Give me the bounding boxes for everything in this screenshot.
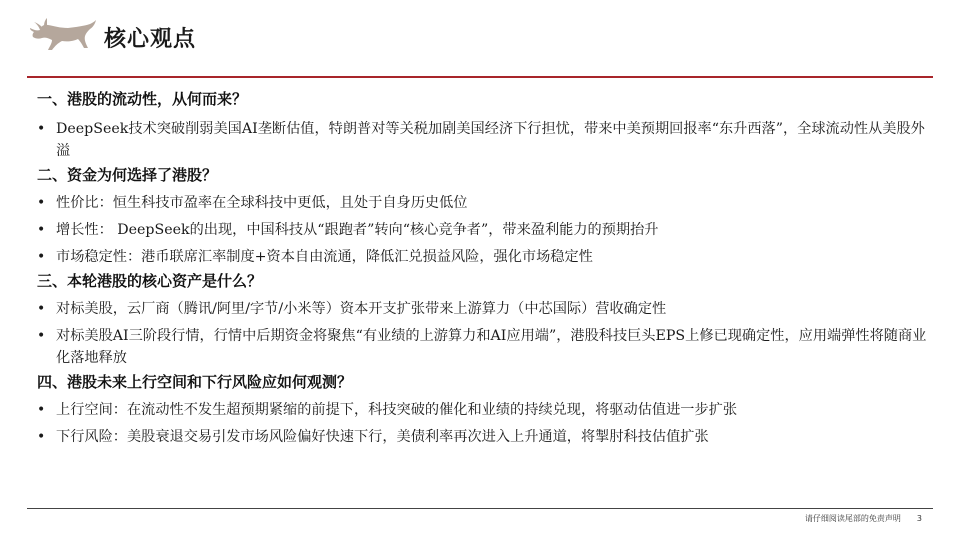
- list-item: [37, 399, 937, 421]
- bullet-list-liquidity: [37, 118, 937, 162]
- list-item: [37, 246, 937, 268]
- bullet-marker: •: [37, 121, 46, 137]
- main-content: [37, 86, 937, 448]
- disclaimer-note: 请仔细阅读尾部的免责声明: [804, 514, 901, 523]
- list-item-text: 对标美股，云厂商（腾讯/阿里/字节/小米等）资本开支扩张带来上游算力（中芯国际）营收确定性: [56, 301, 667, 317]
- header: [0, 0, 960, 78]
- list-item: [37, 192, 937, 214]
- bull-icon: [28, 16, 98, 56]
- list-item-text: 对标美股AI三阶段行情，行情中后期资金将聚焦“有业绩的上游算力和AI应用端”，港股科技巨头EPS上修已现确定性，应用端弹性将随商业化落地释放: [56, 328, 927, 366]
- bullet-marker: •: [37, 301, 46, 317]
- list-item-text: 增长性： DeepSeek的出现，中国科技从“跟跑者”转向“核心竞争者”，带来盈利能力的预期抬升: [56, 222, 659, 238]
- bullet-marker: •: [37, 249, 46, 265]
- list-item: [37, 426, 937, 448]
- section-heading-liquidity: 一、港股的流动性，从何而来？: [37, 90, 248, 108]
- bullet-marker: •: [37, 222, 46, 238]
- section-heading-capital: 二、资金为何选择了港股？: [37, 166, 218, 184]
- list-item-text: DeepSeek技术突破削弱美国AI垄断估值，特朗普对等关税加剧美国经济下行担忧，带来中美预期回报率“东升西落”，全球流动性从美股外溢: [56, 121, 925, 159]
- page-title: 核心观点: [104, 26, 197, 52]
- list-item-text: 性价比：恒生科技市盈率在全球科技中更低，且处于自身历史低位: [56, 195, 468, 211]
- footer-divider: [27, 508, 933, 509]
- section-heading-core-assets: 三、本轮港股的核心资产是什么？: [37, 272, 263, 290]
- list-item-text: 上行空间：在流动性不发生超预期紧缩的前提下，科技突破的催化和业绩的持续兑现，将驱动估值进一步扩张: [56, 402, 738, 418]
- bullet-list-outlook: [37, 399, 937, 448]
- section-heading-outlook: 四、港股未来上行空间和下行风险应如何观测？: [37, 373, 353, 391]
- list-item: [37, 118, 937, 162]
- list-item-text: 下行风险：美股衰退交易引发市场风险偏好快速下行，美债利率再次进入上升通道，将掣肘科技估值扩张: [56, 429, 709, 445]
- bullet-marker: •: [37, 402, 46, 418]
- bullet-list-capital: [37, 192, 937, 268]
- list-item: [37, 219, 937, 241]
- bullet-list-core-assets: [37, 298, 937, 369]
- bullet-marker: •: [37, 429, 46, 445]
- bullet-marker: •: [37, 328, 46, 344]
- page-number: 3: [916, 514, 922, 523]
- list-item-text: 市场稳定性：港币联席汇率制度+资本自由流通，降低汇兑损益风险，强化市场稳定性: [56, 249, 593, 265]
- bullet-marker: •: [37, 195, 46, 211]
- footer: [805, 513, 922, 524]
- list-item: [37, 325, 937, 369]
- list-item: [37, 298, 937, 320]
- header-divider: [27, 76, 933, 78]
